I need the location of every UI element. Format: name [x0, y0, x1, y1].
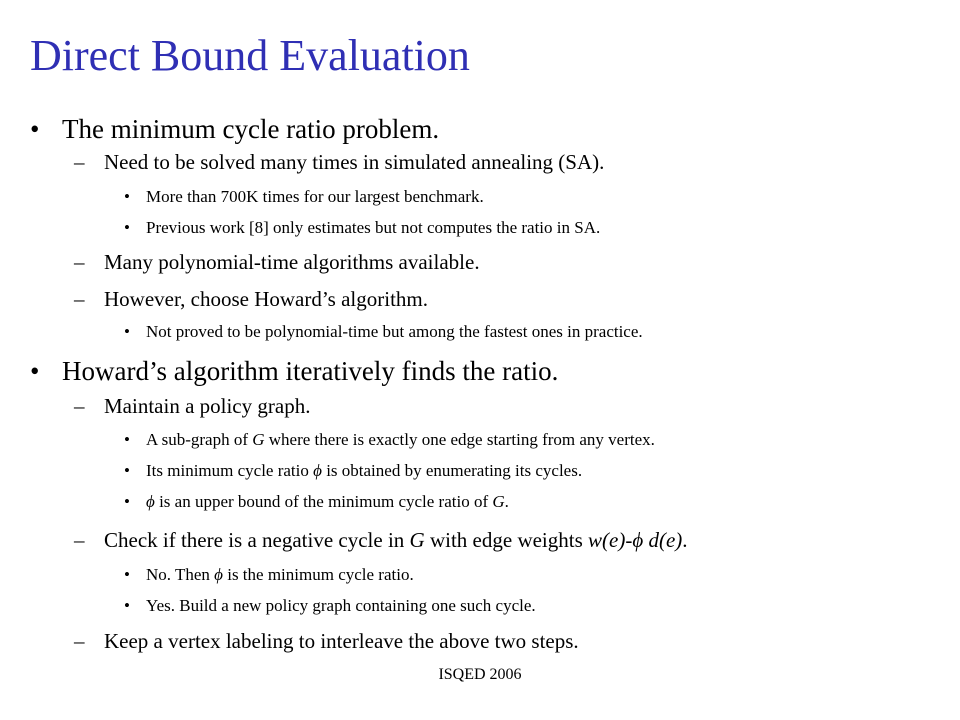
- dash-marker: –: [74, 528, 85, 552]
- symbol-phi: ϕ: [146, 492, 155, 511]
- dash-marker: –: [74, 150, 85, 174]
- text-run: where there is exactly one edge starting from any vertex.: [264, 430, 655, 449]
- symbol-g: G: [492, 492, 505, 511]
- text-run: is obtained by enumerating its cycles.: [321, 461, 583, 480]
- bullet-marker: •: [124, 430, 130, 449]
- symbol-phi: ϕ: [313, 461, 322, 480]
- sub-sub-bullet-text: Previous work [8] only estimates but not computes the ratio in SA.: [146, 218, 601, 237]
- sub-sub-bullet-text: More than 700K times for our largest benchmark.: [146, 187, 484, 206]
- sub-bullet-text: Need to be solved many times in simulated annealing (SA).: [104, 150, 605, 174]
- sub-sub-bullet-text: [146, 430, 655, 450]
- slide-footer: ISQED 2006: [438, 666, 522, 683]
- sub-bullet-text: Maintain a policy graph.: [104, 394, 311, 418]
- bullet-text: Howard’s algorithm iteratively finds the ratio.: [62, 356, 559, 386]
- text-run: is the minimum cycle ratio.: [222, 565, 414, 584]
- sub-bullet-text: However, choose Howard’s algorithm.: [104, 287, 428, 311]
- bullet-text: The minimum cycle ratio problem.: [62, 114, 440, 144]
- symbol-g: G: [409, 528, 425, 552]
- dash-marker: –: [74, 250, 85, 274]
- text-run: Its minimum cycle ratio: [146, 461, 314, 480]
- text-run: .: [504, 492, 509, 511]
- bullet-marker: •: [124, 218, 130, 237]
- dash-marker: –: [74, 287, 85, 311]
- sub-sub-bullet-text: [146, 461, 582, 481]
- sub-sub-bullet-text: Yes. Build a new policy graph containing one such cycle.: [146, 596, 536, 615]
- dash-marker: –: [74, 394, 85, 418]
- bullet-marker: •: [124, 187, 130, 206]
- sub-sub-bullet-text: [146, 565, 414, 585]
- sub-sub-bullet-text: [146, 492, 509, 512]
- bullet-marker: •: [30, 114, 40, 144]
- symbol-d: d(e): [643, 528, 683, 552]
- bullet-marker: •: [124, 565, 130, 584]
- slide-title: Direct Bound Evaluation: [30, 31, 470, 80]
- bullet-marker: •: [124, 322, 130, 341]
- symbol-g: G: [252, 430, 265, 449]
- text-run: is an upper bound of the minimum cycle ratio of: [154, 492, 493, 511]
- symbol-phi: ϕ: [214, 565, 223, 584]
- sub-bullet-text: [104, 528, 688, 553]
- symbol-phi: ϕ: [632, 528, 644, 552]
- sub-bullet-text: Many polynomial-time algorithms available.: [104, 250, 480, 274]
- symbol-w: w(e)-: [588, 528, 633, 552]
- bullet-marker: •: [124, 492, 130, 511]
- text-run: .: [682, 528, 688, 552]
- text-run: A sub-graph of: [146, 430, 253, 449]
- bullet-marker: •: [124, 596, 130, 615]
- dash-marker: –: [74, 629, 85, 653]
- text-run: Check if there is a negative cycle in: [104, 528, 410, 552]
- text-run: with edge weights: [424, 528, 589, 552]
- sub-sub-bullet-text: Not proved to be polynomial-time but among the fastest ones in practice.: [146, 322, 643, 341]
- bullet-marker: •: [124, 461, 130, 480]
- bullet-marker: •: [30, 356, 40, 386]
- text-run: No. Then: [146, 565, 215, 584]
- sub-bullet-text: Keep a vertex labeling to interleave the above two steps.: [104, 629, 579, 653]
